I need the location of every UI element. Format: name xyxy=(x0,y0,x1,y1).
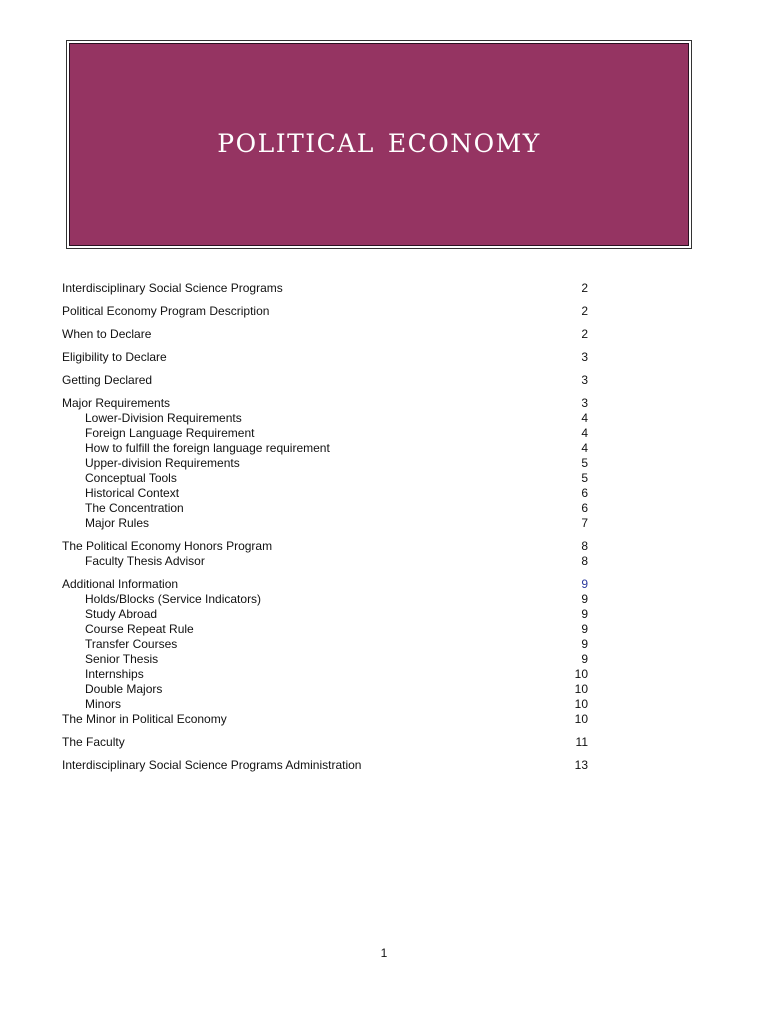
toc-entry-page: 13 xyxy=(574,758,588,772)
toc-entry-label: Internships xyxy=(85,667,144,681)
toc-entry[interactable] xyxy=(62,304,588,319)
toc-entry-label: Minors xyxy=(85,697,122,711)
toc-entry-label: Senior Thesis xyxy=(85,652,159,666)
toc-entry[interactable] xyxy=(62,758,588,773)
toc-subentry[interactable] xyxy=(62,592,588,607)
toc-entry[interactable] xyxy=(62,735,588,750)
toc-entry-label: The Political Economy Honors Program xyxy=(62,539,273,553)
toc-entry-page: 11 xyxy=(575,735,588,749)
toc-entry-label: Eligibility to Declare xyxy=(62,350,167,364)
toc-entry-label: Upper-division Requirements xyxy=(85,456,240,470)
toc-entry-label: Study Abroad xyxy=(85,607,158,621)
toc-entry-page: 9 xyxy=(581,592,588,606)
toc-entry-label: Conceptual Tools xyxy=(85,471,177,485)
toc-entry-label: Holds/Blocks (Service Indicators) xyxy=(85,592,262,606)
toc-subentry[interactable] xyxy=(62,501,588,516)
toc-entry-label: The Faculty xyxy=(62,735,125,749)
toc-subentry[interactable] xyxy=(62,426,588,441)
toc-entry-label: Interdisciplinary Social Science Programs Administration xyxy=(62,758,362,772)
toc-entry-page: 4 xyxy=(581,441,588,455)
toc-entry-page: 7 xyxy=(581,516,588,530)
toc-entry-page: 9 xyxy=(581,652,588,666)
toc-subentry[interactable] xyxy=(62,471,588,486)
toc-entry-page: 4 xyxy=(581,426,588,440)
toc-subentry[interactable] xyxy=(62,554,588,569)
toc-entry-label: Additional Information xyxy=(62,577,179,591)
toc-entry-label: Faculty Thesis Advisor xyxy=(85,554,205,568)
toc-entry-label: Course Repeat Rule xyxy=(85,622,194,636)
toc-entry[interactable] xyxy=(62,350,588,365)
toc-subentry[interactable] xyxy=(62,607,588,622)
toc-entry[interactable] xyxy=(62,281,588,296)
toc-entry[interactable] xyxy=(62,373,588,388)
toc-entry-label: The Minor in Political Economy xyxy=(62,712,227,726)
toc-entry-label: Double Majors xyxy=(85,682,163,696)
document-title: political economy xyxy=(217,120,541,161)
toc-subentry[interactable] xyxy=(62,411,588,426)
toc-entry-label: How to fulfill the foreign language requirement xyxy=(85,441,330,455)
toc-subentry[interactable] xyxy=(62,667,588,682)
toc-entry-page: 6 xyxy=(581,486,588,500)
toc-subentry[interactable] xyxy=(62,682,588,697)
toc-subentry[interactable] xyxy=(62,516,588,531)
table-of-contents xyxy=(62,281,588,773)
toc-entry-label: Interdisciplinary Social Science Programs xyxy=(62,281,283,295)
toc-entry-page: 10 xyxy=(574,682,588,696)
toc-entry-page: 5 xyxy=(581,456,588,470)
toc-subentry[interactable] xyxy=(62,441,588,456)
toc-entry[interactable] xyxy=(62,539,588,554)
toc-subentry[interactable] xyxy=(62,697,588,712)
toc-entry-page: 10 xyxy=(574,712,588,726)
toc-entry-page: 3 xyxy=(581,373,588,387)
toc-entry-page: 2 xyxy=(581,304,588,318)
toc-entry-page: 9 xyxy=(581,622,588,636)
toc-entry-page: 8 xyxy=(581,539,588,553)
toc-entry-page: 3 xyxy=(581,396,588,410)
toc-entry-page[interactable]: 9 xyxy=(581,577,588,591)
toc-entry-page: 9 xyxy=(581,637,588,651)
title-banner-fill xyxy=(69,43,689,246)
toc-entry-label: Foreign Language Requirement xyxy=(85,426,255,440)
toc-entry-label: Getting Declared xyxy=(62,373,153,387)
toc-entry-label: Lower-Division Requirements xyxy=(85,411,242,425)
toc-entry-label: Major Requirements xyxy=(62,396,171,410)
title-banner xyxy=(66,40,692,249)
toc-entry-label: Historical Context xyxy=(85,486,180,500)
toc-subentry[interactable] xyxy=(62,486,588,501)
toc-entry-page: 9 xyxy=(581,607,588,621)
toc-entry[interactable] xyxy=(62,327,588,342)
toc-entry-page: 10 xyxy=(574,667,588,681)
toc-subentry[interactable] xyxy=(62,652,588,667)
toc-subentry[interactable] xyxy=(62,622,588,637)
toc-entry[interactable] xyxy=(62,577,588,592)
toc-entry-label: Transfer Courses xyxy=(85,637,178,651)
toc-entry-page: 6 xyxy=(581,501,588,515)
toc-subentry[interactable] xyxy=(62,456,588,471)
toc-entry-page: 5 xyxy=(581,471,588,485)
toc-entry-label: Major Rules xyxy=(85,516,150,530)
toc-entry-label: The Concentration xyxy=(85,501,184,515)
toc-entry-label: Political Economy Program Description xyxy=(62,304,270,318)
toc-entry-page: 2 xyxy=(581,327,588,341)
toc-entry-page: 10 xyxy=(574,697,588,711)
toc-entry[interactable] xyxy=(62,396,588,411)
toc-subentry[interactable] xyxy=(62,637,588,652)
toc-entry-page: 4 xyxy=(581,411,588,425)
toc-entry-page: 2 xyxy=(581,281,588,295)
page-number: 1 xyxy=(380,946,388,960)
toc-entry-page: 8 xyxy=(581,554,588,568)
toc-entry-label: When to Declare xyxy=(62,327,152,341)
toc-entry-page: 3 xyxy=(581,350,588,364)
toc-entry[interactable] xyxy=(62,712,588,727)
